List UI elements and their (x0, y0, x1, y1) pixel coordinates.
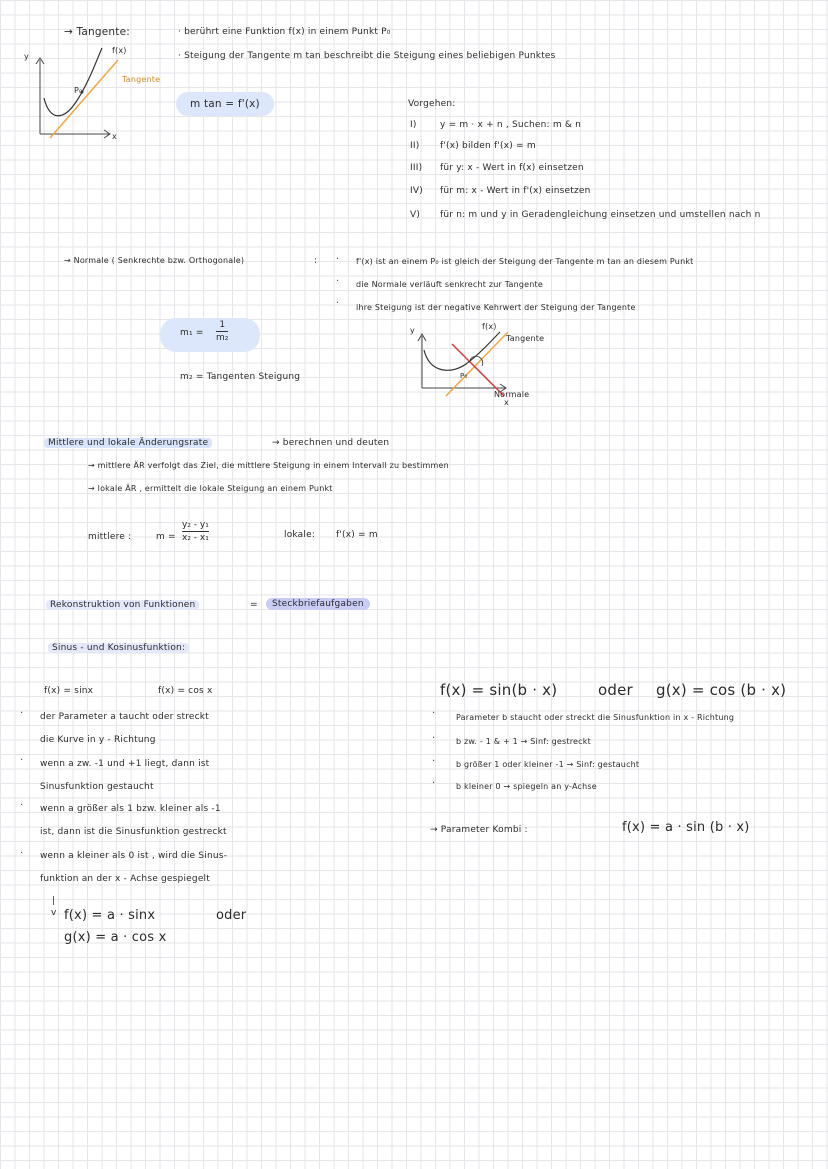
reconstruction-right: Steckbriefaufgaben (266, 598, 370, 610)
normal-graph-fx-label: f(x) (482, 322, 497, 331)
normal-graph-x-label: x (504, 398, 509, 407)
tangent-formula: m tan = f'(x) (176, 92, 274, 116)
tangent-graph-y-label: y (24, 52, 29, 61)
procedure-step-2: f'(x) bilden f'(x) = m (440, 141, 536, 151)
sinus-left-line-4: Sinusfunktion gestaucht (40, 782, 154, 792)
rate-mittlere-label: mittlere : (88, 532, 132, 542)
normal-formula-den: m₂ (216, 333, 229, 343)
rate-line-1: → mittlere ÄR verfolgt das Ziel, die mittlere Steigung in einem Intervall zu bestimmen (88, 461, 449, 470)
normal-bullet-dot-2: · (336, 276, 340, 287)
sinus-left-dot-2: · (20, 755, 24, 766)
sinus-left-dot-3: · (20, 800, 24, 811)
procedure-step-4: für m: x - Wert in f'(x) einsetzen (440, 186, 591, 196)
normal-graph-tangent-label: Tangente (506, 334, 545, 343)
procedure-step-5: für n: m und y in Geradengleichung einsetzen und umstellen nach n (440, 210, 761, 220)
procedure-step-1-num: I) (410, 120, 417, 130)
sinus-right-dot-1: · (432, 708, 436, 719)
tangent-desc-1: · berührt eine Funktion f(x) in einem Punkt P₀ (178, 27, 391, 37)
procedure-step-1: y = m · x + n , Suchen: m & n (440, 120, 582, 130)
sinus-arrow-stem: | (52, 896, 56, 906)
tangent-desc-2: · Steigung der Tangente m tan beschreibt die Steigung eines beliebigen Punktes (178, 51, 556, 61)
procedure-step-3: für y: x - Wert in f(x) einsetzen (440, 163, 584, 173)
normal-heading: → Normale ( Senkrechte bzw. Orthogonale) (64, 256, 245, 265)
sinus-left-dot-1: · (20, 708, 24, 719)
sinus-result-1: f(x) = a · sinx (64, 908, 156, 923)
normal-m2-note: m₂ = Tangenten Steigung (180, 372, 301, 382)
sinus-right-f: f(x) = sin(b · x) (440, 681, 558, 699)
normal-graph-y-label: y (410, 326, 415, 335)
sinus-right-dot-2: · (432, 733, 436, 744)
sinus-right-dot-3: · (432, 756, 436, 767)
normal-graph-p0-label: P₀ (460, 372, 468, 380)
normal-bullet-3: ihre Steigung ist der negative Kehrwert der Steigung der Tangente (356, 303, 636, 312)
procedure-step-3-num: III) (410, 163, 423, 173)
normal-formula-fraction (216, 320, 228, 343)
sinus-right-line-3: b größer 1 oder kleiner -1 → Sinf: gestaucht (456, 760, 640, 769)
sinus-left-line-1: der Parameter a taucht oder streckt (40, 712, 209, 722)
sinus-f2: f(x) = cos x (158, 686, 213, 696)
sinus-right-line-4: b kleiner 0 → spiegeln an y-Achse (456, 782, 597, 791)
sinus-heading: Sinus - und Kosinusfunktion: (48, 643, 189, 653)
sinus-left-line-3: wenn a zw. -1 und +1 liegt, dann ist (40, 759, 210, 769)
procedure-step-2-num: II) (410, 141, 420, 151)
rate-line-2: → lokale ÄR , ermittelt die lokale Steigung an einem Punkt (88, 484, 333, 493)
sinus-combo-label: → Parameter Kombi : (430, 825, 528, 835)
normal-formula-num: 1 (219, 320, 226, 330)
normal-formula-lhs: m₁ = (180, 328, 204, 338)
sinus-left-line-5: wenn a größer als 1 bzw. kleiner als -1 (40, 804, 221, 814)
normal-bullet-dot-3: · (336, 298, 340, 309)
sinus-combo-formula: f(x) = a · sin (b · x) (622, 820, 750, 835)
sinus-right-g: g(x) = cos (b · x) (656, 681, 787, 699)
normal-formula-highlight (160, 318, 260, 352)
normal-bullet-dot-1: · (336, 254, 340, 265)
normal-bullet-1: f'(x) ist an einem P₀ ist gleich der Steigung der Tangente m tan an diesem Punkt (356, 257, 694, 266)
reconstruction-eq: = (250, 600, 258, 610)
rate-den: x₂ - x₁ (182, 533, 209, 543)
sinus-left-line-8: funktion an der x - Achse gespiegelt (40, 874, 210, 884)
rate-lokale-formula: f'(x) = m (336, 530, 378, 540)
rate-heading: Mittlere und lokale Änderungsrate (44, 438, 212, 448)
normal-graph-normal-label: Normale (494, 390, 530, 399)
tangent-graph-fx-label: f(x) (112, 46, 127, 55)
tangent-graph-tangent-label: Tangente (122, 75, 161, 84)
sinus-f1: f(x) = sinx (44, 686, 94, 696)
procedure-step-5-num: V) (410, 210, 421, 220)
sinus-left-dot-4: · (20, 848, 24, 859)
sinus-left-line-7: wenn a kleiner als 0 ist , wird die Sinus- (40, 851, 228, 861)
reconstruction-left: Rekonstruktion von Funktionen (46, 600, 199, 610)
sinus-right-oder: oder (598, 681, 633, 699)
rate-fraction (182, 520, 209, 543)
rate-m-eq: m = (156, 532, 176, 542)
tangent-graph-p0-label: P₀ (74, 86, 83, 95)
sinus-right-line-1: Parameter b staucht oder streckt die Sinusfunktion in x - Richtung (456, 713, 735, 722)
normal-bullet-2: die Normale verläuft senkrecht zur Tangente (356, 280, 544, 289)
rate-lokale-label: lokale: (284, 530, 316, 540)
rate-heading-note: → berechnen und deuten (272, 438, 390, 448)
sinus-arrow-head: v (51, 908, 57, 918)
procedure-title: Vorgehen: (408, 99, 456, 109)
sinus-result-oder: oder (216, 908, 247, 923)
tangent-graph (20, 42, 160, 142)
sinus-right-line-2: b zw. - 1 & + 1 → Sinf: gestreckt (456, 737, 591, 746)
tangent-graph-x-label: x (112, 132, 117, 141)
sinus-left-line-2: die Kurve in y - Richtung (40, 735, 156, 745)
rate-num: y₂ - y₁ (182, 520, 209, 530)
tangent-heading: → Tangente: (64, 26, 130, 38)
sinus-result-2: g(x) = a · cos x (64, 930, 167, 945)
sinus-right-dot-4: · (432, 778, 436, 789)
sinus-left-line-6: ist, dann ist die Sinusfunktion gestreckt (40, 827, 227, 837)
procedure-step-4-num: IV) (410, 186, 423, 196)
normal-colon: : (314, 256, 318, 266)
